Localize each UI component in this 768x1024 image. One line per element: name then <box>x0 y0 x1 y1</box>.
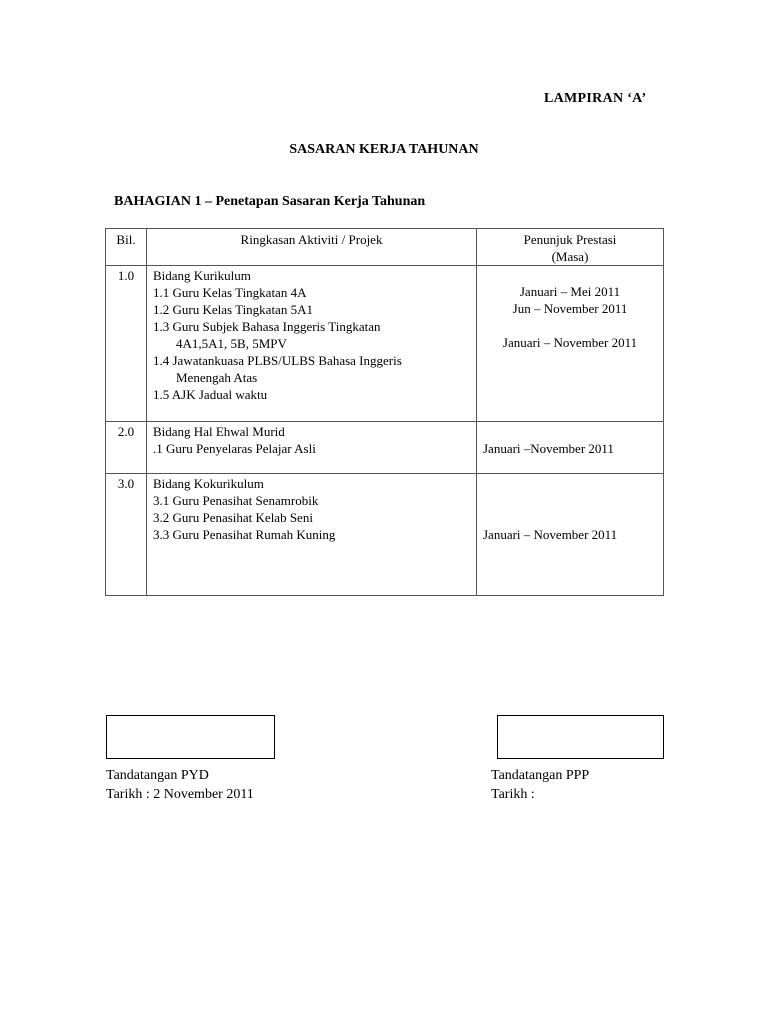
masa-line: Januari – Mei 2011 <box>519 284 621 299</box>
row-bil: 3.0 <box>106 474 147 596</box>
activity-line: Bidang Hal Ehwal Murid <box>153 424 285 439</box>
activity-line: 3.3 Guru Penasihat Rumah Kuning <box>153 527 336 542</box>
activity-line: Menengah Atas <box>176 370 258 385</box>
pyd-signature-label: Tandatangan PYD <box>106 768 209 783</box>
col-header-prestasi-line2: (Masa) <box>551 249 589 264</box>
table-row <box>106 266 664 422</box>
activity-line: 3.1 Guru Penasihat Senamrobik <box>153 493 319 508</box>
activity-line: 1.4 Jawatankuasa PLBS/ULBS Bahasa Inggeris <box>153 353 402 368</box>
table-row <box>106 422 664 474</box>
row-aktiviti <box>147 474 477 596</box>
col-header-prestasi <box>477 229 664 266</box>
masa-line: Januari – November 2011 <box>502 335 638 350</box>
section-heading: BAHAGIAN 1 – Penetapan Sasaran Kerja Tahunan <box>114 194 426 209</box>
row-aktiviti <box>147 422 477 474</box>
activity-line: 4A1,5A1, 5B, 5MPV <box>176 336 287 351</box>
targets-table <box>105 228 664 596</box>
masa-line: Januari –November 2011 <box>483 441 614 456</box>
masa-line: Jun – November 2011 <box>512 301 628 316</box>
pyd-date: Tarikh : 2 November 2011 <box>106 787 254 802</box>
lampiran-label: LAMPIRAN ‘A’ <box>544 91 647 106</box>
col-header-prestasi-line1: Penunjuk Prestasi <box>523 232 617 247</box>
col-header-bil: Bil. <box>106 229 147 266</box>
row-masa <box>477 474 664 596</box>
document-title: SASARAN KERJA TAHUNAN <box>289 142 479 157</box>
row-bil: 2.0 <box>106 422 147 474</box>
activity-line: .1 Guru Penyelaras Pelajar Asli <box>153 441 316 456</box>
activity-line: Bidang Kokurikulum <box>153 476 264 491</box>
row-masa <box>477 266 664 422</box>
activity-line: 1.3 Guru Subjek Bahasa Inggeris Tingkatan <box>153 319 381 334</box>
pyd-signature-box[interactable] <box>106 715 275 759</box>
activity-line: 1.2 Guru Kelas Tingkatan 5A1 <box>153 302 313 317</box>
activity-line: 1.1 Guru Kelas Tingkatan 4A <box>153 285 307 300</box>
masa-line: Januari – November 2011 <box>483 527 618 542</box>
row-aktiviti <box>147 266 477 422</box>
ppp-signature-box[interactable] <box>497 715 664 759</box>
activity-line: Bidang Kurikulum <box>153 268 251 283</box>
table-row <box>106 474 664 596</box>
activity-line: 1.5 AJK Jadual waktu <box>153 387 268 402</box>
ppp-date: Tarikh : <box>491 787 535 802</box>
col-header-aktiviti: Ringkasan Aktiviti / Projek <box>147 229 477 266</box>
ppp-signature-label: Tandatangan PPP <box>491 768 590 783</box>
activity-line: 3.2 Guru Penasihat Kelab Seni <box>153 510 313 525</box>
table-header-row <box>106 229 664 266</box>
row-bil: 1.0 <box>106 266 147 422</box>
row-masa <box>477 422 664 474</box>
